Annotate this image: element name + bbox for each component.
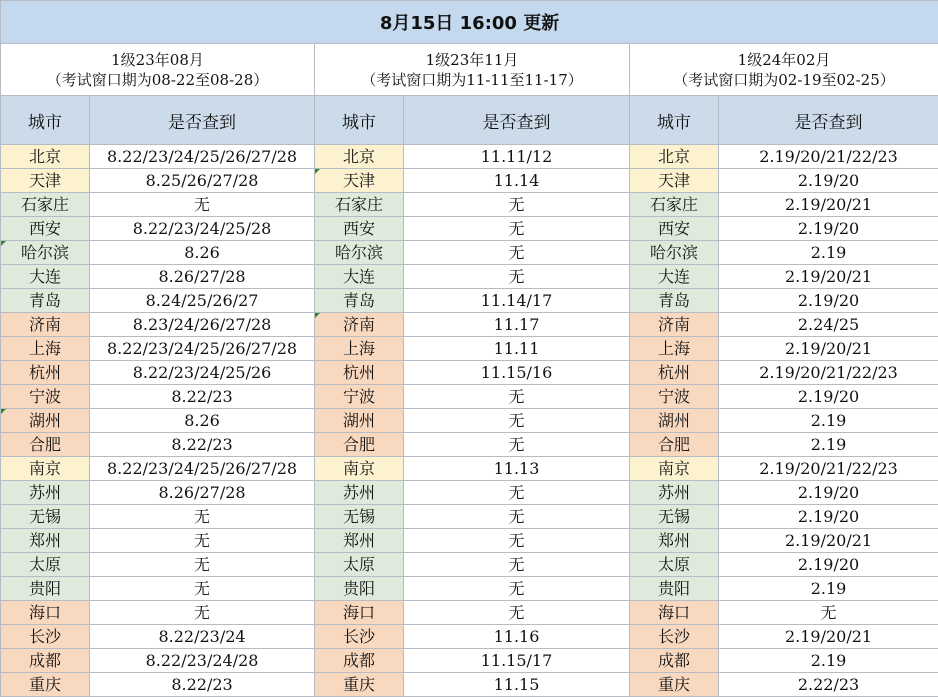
city-cell[interactable] (1, 265, 90, 289)
city-cell[interactable] (315, 673, 404, 697)
table-row (1, 361, 938, 385)
city-name: 天津 (343, 171, 375, 190)
availability-cell[interactable]: 2.19/20/21 (719, 529, 938, 553)
city-cell[interactable] (1, 385, 90, 409)
comment-marker-icon (315, 313, 320, 318)
availability-cell[interactable]: 11.15/17 (404, 649, 630, 673)
city-cell[interactable] (630, 433, 719, 457)
city-cell[interactable] (1, 481, 90, 505)
col-header-city[interactable]: 城市 (1, 96, 90, 145)
city-cell[interactable] (315, 625, 404, 649)
city-cell[interactable] (630, 505, 719, 529)
availability-cell[interactable]: 11.11/12 (404, 145, 630, 169)
availability-cell[interactable]: 2.19/20/21/22/23 (719, 145, 938, 169)
table-row (1, 265, 938, 289)
availability-cell[interactable]: 11.13 (404, 457, 630, 481)
table-row (1, 169, 938, 193)
availability-cell[interactable]: 2.19/20 (719, 169, 938, 193)
city-name: 贵阳 (343, 579, 375, 598)
city-name: 长沙 (658, 627, 690, 646)
availability-cell[interactable]: 无 (90, 529, 315, 553)
city-name: 湖州 (658, 411, 690, 430)
availability-cell[interactable]: 2.19/20/21 (719, 337, 938, 361)
availability-cell[interactable]: 2.19 (719, 577, 938, 601)
city-name: 青岛 (29, 291, 61, 310)
table-row (1, 337, 938, 361)
city-name: 天津 (658, 171, 690, 190)
group-title: 1级24年02月 (630, 50, 938, 70)
availability-cell[interactable]: 8.26/27/28 (90, 265, 315, 289)
availability-cell[interactable]: 无 (404, 193, 630, 217)
city-name: 西安 (343, 219, 375, 238)
availability-cell[interactable]: 无 (404, 553, 630, 577)
availability-cell[interactable]: 无 (404, 433, 630, 457)
availability-cell[interactable]: 8.22/23/24/25/26/27/28 (90, 145, 315, 169)
city-name: 西安 (658, 219, 690, 238)
city-cell[interactable] (630, 385, 719, 409)
availability-cell[interactable]: 8.22/23 (90, 433, 315, 457)
city-cell[interactable] (315, 289, 404, 313)
city-cell[interactable] (315, 361, 404, 385)
city-cell[interactable] (315, 385, 404, 409)
availability-cell[interactable]: 11.16 (404, 625, 630, 649)
table-row (1, 241, 938, 265)
availability-cell[interactable]: 8.22/23/24 (90, 625, 315, 649)
city-name: 无锡 (343, 507, 375, 526)
city-name: 海口 (343, 603, 375, 622)
city-cell[interactable] (1, 337, 90, 361)
availability-cell[interactable]: 2.19/20 (719, 385, 938, 409)
comment-marker-icon (315, 169, 320, 174)
availability-cell[interactable]: 2.19/20/21/22/23 (719, 361, 938, 385)
availability-cell[interactable]: 8.24/25/26/27 (90, 289, 315, 313)
city-name: 苏州 (343, 483, 375, 502)
availability-cell[interactable]: 8.26 (90, 409, 315, 433)
city-name: 无锡 (658, 507, 690, 526)
availability-cell[interactable]: 8.26/27/28 (90, 481, 315, 505)
city-cell[interactable] (630, 457, 719, 481)
group-header-2311[interactable] (315, 44, 630, 96)
city-name: 重庆 (343, 675, 375, 694)
city-cell[interactable] (315, 577, 404, 601)
table-row (1, 145, 938, 169)
city-cell[interactable] (1, 649, 90, 673)
city-name: 海口 (29, 603, 61, 622)
availability-cell[interactable]: 8.26 (90, 241, 315, 265)
availability-cell[interactable]: 8.22/23/24/28 (90, 649, 315, 673)
city-name: 南京 (29, 459, 61, 478)
city-name: 北京 (343, 147, 375, 166)
group-header-2308[interactable] (1, 44, 315, 96)
city-name: 石家庄 (21, 195, 69, 214)
availability-cell[interactable]: 无 (404, 601, 630, 625)
city-name: 太原 (29, 555, 61, 574)
city-name: 天津 (29, 171, 61, 190)
availability-cell[interactable]: 2.19/20 (719, 505, 938, 529)
city-name: 上海 (343, 339, 375, 358)
availability-cell[interactable]: 8.22/23/24/25/26/27/28 (90, 337, 315, 361)
availability-cell[interactable]: 8.25/26/27/28 (90, 169, 315, 193)
availability-cell[interactable]: 11.17 (404, 313, 630, 337)
table-row (1, 433, 938, 457)
city-cell[interactable] (1, 433, 90, 457)
city-name: 太原 (658, 555, 690, 574)
city-name: 南京 (343, 459, 375, 478)
table-row (1, 529, 938, 553)
city-cell[interactable] (630, 217, 719, 241)
city-cell[interactable] (315, 169, 404, 193)
city-name: 成都 (658, 651, 690, 670)
city-name: 济南 (29, 315, 61, 334)
availability-cell[interactable]: 2.19 (719, 649, 938, 673)
city-name: 宁波 (29, 387, 61, 406)
city-cell[interactable] (630, 577, 719, 601)
city-cell[interactable] (630, 361, 719, 385)
table-body (1, 145, 938, 697)
city-cell[interactable] (1, 169, 90, 193)
city-cell[interactable] (630, 649, 719, 673)
city-cell[interactable] (315, 409, 404, 433)
city-cell[interactable] (1, 217, 90, 241)
availability-cell[interactable]: 无 (90, 505, 315, 529)
table-row (1, 193, 938, 217)
city-name: 成都 (343, 651, 375, 670)
city-cell[interactable] (1, 361, 90, 385)
city-name: 上海 (29, 339, 61, 358)
availability-cell[interactable]: 无 (404, 385, 630, 409)
availability-cell[interactable]: 11.14 (404, 169, 630, 193)
city-cell[interactable] (630, 553, 719, 577)
city-cell[interactable] (1, 409, 90, 433)
city-name: 合肥 (658, 435, 690, 454)
availability-cell[interactable]: 2.19/20 (719, 217, 938, 241)
availability-cell[interactable]: 2.19/20/21 (719, 193, 938, 217)
availability-cell[interactable]: 2.19/20 (719, 553, 938, 577)
city-cell[interactable] (315, 481, 404, 505)
table-row (1, 409, 938, 433)
availability-cell[interactable]: 无 (90, 193, 315, 217)
city-cell[interactable] (315, 553, 404, 577)
availability-cell[interactable]: 2.19/20/21 (719, 625, 938, 649)
availability-cell[interactable]: 11.15/16 (404, 361, 630, 385)
availability-cell[interactable]: 无 (404, 577, 630, 601)
city-cell[interactable] (315, 649, 404, 673)
city-name: 北京 (658, 147, 690, 166)
city-name: 成都 (29, 651, 61, 670)
group-window: （考试窗口期为02-19至02-25） (630, 70, 938, 90)
availability-cell[interactable]: 8.22/23/24/25/26/27/28 (90, 457, 315, 481)
table-title[interactable]: 8月15日 16:00 更新 (1, 1, 938, 44)
city-cell[interactable] (630, 481, 719, 505)
city-name: 太原 (343, 555, 375, 574)
availability-cell[interactable]: 无 (404, 217, 630, 241)
availability-cell[interactable]: 2.22/23 (719, 673, 938, 697)
availability-cell[interactable]: 2.19/20 (719, 481, 938, 505)
availability-cell[interactable]: 11.11 (404, 337, 630, 361)
city-name: 无锡 (29, 507, 61, 526)
city-cell[interactable] (1, 457, 90, 481)
city-name: 湖州 (343, 411, 375, 430)
city-name: 宁波 (658, 387, 690, 406)
city-cell[interactable] (315, 505, 404, 529)
table-row (1, 625, 938, 649)
city-name: 济南 (343, 315, 375, 334)
city-name: 哈尔滨 (650, 243, 698, 262)
group-window: （考试窗口期为08-22至08-28） (1, 70, 314, 90)
city-cell[interactable] (630, 289, 719, 313)
group-title: 1级23年11月 (315, 50, 629, 70)
availability-cell[interactable]: 无 (90, 553, 315, 577)
col-header-found[interactable]: 是否查到 (719, 96, 938, 145)
availability-cell[interactable]: 无 (404, 409, 630, 433)
city-cell[interactable] (315, 241, 404, 265)
city-name: 大连 (658, 267, 690, 286)
city-cell[interactable] (315, 313, 404, 337)
availability-cell[interactable]: 2.19/20/21 (719, 265, 938, 289)
city-cell[interactable] (1, 145, 90, 169)
city-name: 北京 (29, 147, 61, 166)
table-row (1, 553, 938, 577)
city-cell[interactable] (315, 337, 404, 361)
group-title: 1级23年08月 (1, 50, 314, 70)
city-cell[interactable] (1, 577, 90, 601)
city-cell[interactable] (630, 409, 719, 433)
table-row (1, 601, 938, 625)
city-cell[interactable] (630, 529, 719, 553)
table-row (1, 457, 938, 481)
city-cell[interactable] (630, 313, 719, 337)
table-row (1, 481, 938, 505)
table-row (1, 505, 938, 529)
city-name: 海口 (658, 603, 690, 622)
city-cell[interactable] (630, 145, 719, 169)
availability-cell[interactable]: 无 (90, 601, 315, 625)
city-name: 西安 (29, 219, 61, 238)
city-cell[interactable] (315, 457, 404, 481)
city-name: 重庆 (29, 675, 61, 694)
city-cell[interactable] (1, 505, 90, 529)
availability-cell[interactable]: 2.19 (719, 409, 938, 433)
city-cell[interactable] (315, 601, 404, 625)
city-name: 杭州 (658, 363, 690, 382)
table-row (1, 577, 938, 601)
city-cell[interactable] (1, 313, 90, 337)
city-cell[interactable] (315, 217, 404, 241)
city-cell[interactable] (1, 553, 90, 577)
city-cell[interactable] (1, 529, 90, 553)
city-name: 湖州 (29, 411, 61, 430)
city-name: 苏州 (658, 483, 690, 502)
city-cell[interactable] (315, 265, 404, 289)
city-cell[interactable] (630, 169, 719, 193)
availability-cell[interactable]: 2.24/25 (719, 313, 938, 337)
city-name: 长沙 (343, 627, 375, 646)
city-name: 青岛 (343, 291, 375, 310)
table-row (1, 385, 938, 409)
group-window: （考试窗口期为11-11至11-17） (315, 70, 629, 90)
city-cell[interactable] (315, 193, 404, 217)
availability-cell[interactable]: 8.22/23/24/25/28 (90, 217, 315, 241)
city-cell[interactable] (1, 673, 90, 697)
city-name: 合肥 (29, 435, 61, 454)
availability-cell[interactable]: 2.19/20 (719, 289, 938, 313)
city-cell[interactable] (1, 625, 90, 649)
availability-cell[interactable]: 无 (404, 265, 630, 289)
city-cell[interactable] (630, 625, 719, 649)
city-name: 济南 (658, 315, 690, 334)
availability-cell[interactable]: 8.23/24/26/27/28 (90, 313, 315, 337)
availability-cell[interactable]: 无 (404, 505, 630, 529)
city-cell[interactable] (630, 193, 719, 217)
availability-cell[interactable]: 无 (404, 481, 630, 505)
city-cell[interactable] (630, 241, 719, 265)
city-cell[interactable] (315, 433, 404, 457)
availability-cell[interactable]: 8.22/23 (90, 385, 315, 409)
table-row (1, 649, 938, 673)
col-header-city[interactable]: 城市 (630, 96, 719, 145)
comment-marker-icon (1, 409, 6, 414)
comment-marker-icon (1, 241, 6, 246)
city-cell[interactable] (315, 145, 404, 169)
availability-cell[interactable]: 无 (404, 241, 630, 265)
availability-cell[interactable]: 11.15 (404, 673, 630, 697)
availability-cell[interactable]: 2.19/20/21/22/23 (719, 457, 938, 481)
city-cell[interactable] (1, 601, 90, 625)
city-name: 苏州 (29, 483, 61, 502)
table-row (1, 217, 938, 241)
city-name: 青岛 (658, 291, 690, 310)
city-cell[interactable] (1, 241, 90, 265)
group-header-2402[interactable] (630, 44, 938, 96)
availability-cell[interactable]: 11.14/17 (404, 289, 630, 313)
city-name: 上海 (658, 339, 690, 358)
city-cell[interactable] (1, 289, 90, 313)
city-name: 石家庄 (650, 195, 698, 214)
city-name: 郑州 (29, 531, 61, 550)
table-row (1, 673, 938, 697)
col-header-city[interactable]: 城市 (315, 96, 404, 145)
availability-cell[interactable]: 2.19 (719, 433, 938, 457)
col-header-found[interactable]: 是否查到 (404, 96, 630, 145)
city-name: 长沙 (29, 627, 61, 646)
city-name: 郑州 (343, 531, 375, 550)
availability-cell[interactable]: 2.19 (719, 241, 938, 265)
city-name: 大连 (29, 267, 61, 286)
city-name: 哈尔滨 (335, 243, 383, 262)
availability-cell[interactable]: 无 (404, 529, 630, 553)
city-name: 石家庄 (335, 195, 383, 214)
city-name: 重庆 (658, 675, 690, 694)
city-name: 贵阳 (29, 579, 61, 598)
city-name: 宁波 (343, 387, 375, 406)
city-name: 郑州 (658, 531, 690, 550)
availability-cell[interactable]: 8.22/23 (90, 673, 315, 697)
city-cell[interactable] (1, 193, 90, 217)
city-name: 贵阳 (658, 579, 690, 598)
city-name: 哈尔滨 (21, 243, 69, 262)
availability-cell[interactable]: 8.22/23/24/25/26 (90, 361, 315, 385)
city-cell[interactable] (630, 673, 719, 697)
city-cell[interactable] (630, 265, 719, 289)
city-cell[interactable] (315, 529, 404, 553)
city-name: 大连 (343, 267, 375, 286)
availability-cell[interactable]: 无 (90, 577, 315, 601)
city-cell[interactable] (630, 601, 719, 625)
col-header-found[interactable]: 是否查到 (90, 96, 315, 145)
table-row (1, 313, 938, 337)
city-name: 南京 (658, 459, 690, 478)
city-name: 杭州 (29, 363, 61, 382)
city-cell[interactable] (630, 337, 719, 361)
city-name: 合肥 (343, 435, 375, 454)
availability-cell[interactable]: 无 (719, 601, 938, 625)
city-name: 杭州 (343, 363, 375, 382)
table-row (1, 289, 938, 313)
